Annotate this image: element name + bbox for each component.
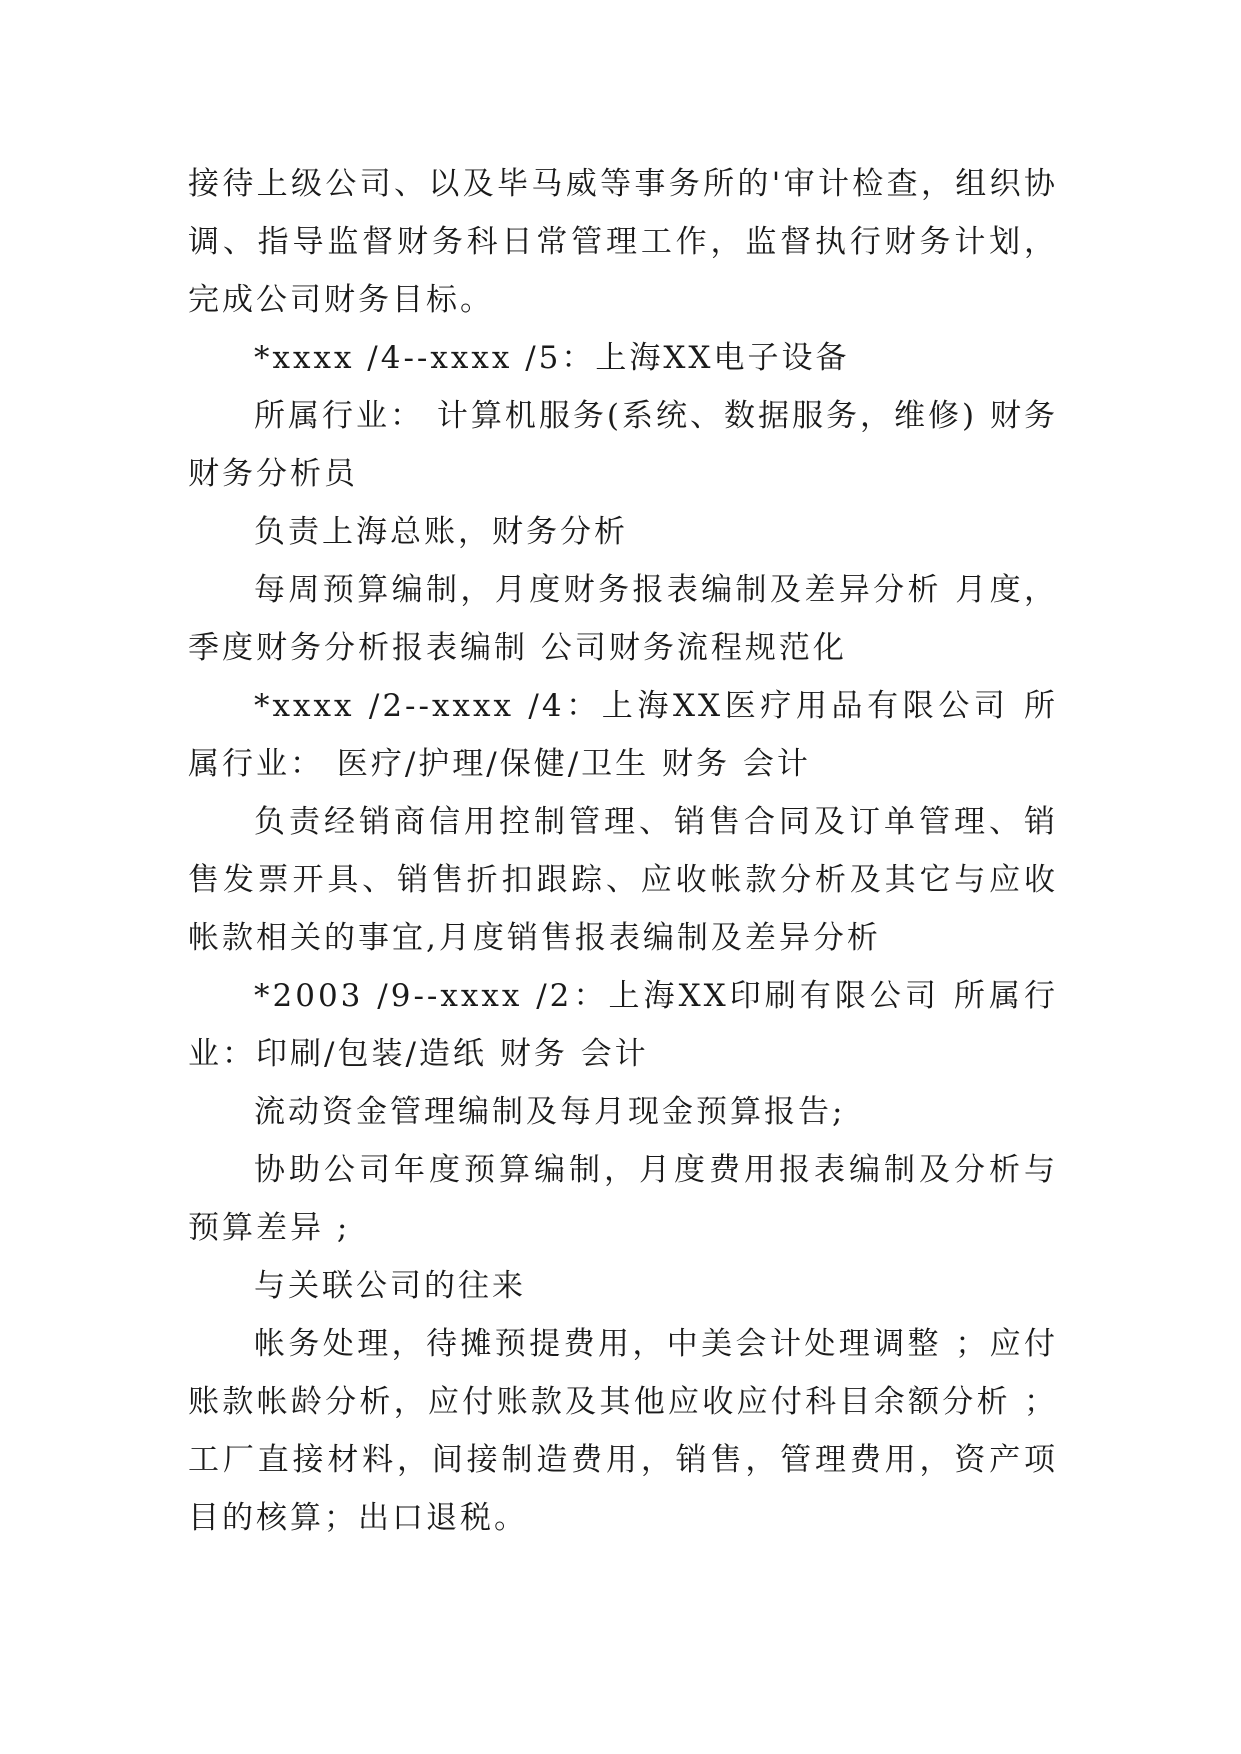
document-body bbox=[188, 155, 1058, 1547]
paragraph-budget-reporting: 每周预算编制，月度财务报表编制及差异分析 月度，季度财务分析报表编制 公司财务流程规范化 bbox=[188, 572, 1058, 666]
paragraph-cash-budget: 流动资金管理编制及每月现金预算报告; bbox=[254, 1094, 846, 1130]
paragraph-job-electronics: *xxxx /4--xxxx /5：上海XX电子设备 bbox=[254, 340, 850, 376]
paragraph-audit-duties: 接待上级公司、以及毕马威等事务所的'审计检查，组织协调、指导监督财务科日常管理工作，监督执行财务计划，完成公司财务目标。 bbox=[188, 166, 1058, 318]
paragraph-annual-budget: 协助公司年度预算编制，月度费用报表编制及分析与预算差异 ; bbox=[188, 1152, 1058, 1246]
paragraph-industry-computer-services: 所属行业： 计算机服务(系统、数据服务，维修) 财务 财务分析员 bbox=[188, 398, 1058, 492]
paragraph-job-printing: *2003 /9--xxxx /2：上海XX印刷有限公司 所属行业：印刷/包装/造纸 财务 会计 bbox=[188, 978, 1058, 1072]
paragraph-ledger-duty: 负责上海总账，财务分析 bbox=[254, 514, 628, 550]
paragraph-job-medical: *xxxx /2--xxxx /4：上海XX医疗用品有限公司 所属行业： 医疗/护理/保健/卫生 财务 会计 bbox=[188, 688, 1058, 782]
paragraph-accounting-processing: 帐务处理，待摊预提费用，中美会计处理调整 ；应付账款帐龄分析，应付账款及其他应收应付科目余额分析 ；工厂直接材料，间接制造费用，销售，管理费用，资产项目的核算；出口退税。 bbox=[188, 1326, 1058, 1536]
paragraph-affiliates: 与关联公司的往来 bbox=[254, 1268, 526, 1304]
paragraph-credit-control: 负责经销商信用控制管理、销售合同及订单管理、销售发票开具、销售折扣跟踪、应收帐款分析及其它与应收帐款相关的事宜,月度销售报表编制及差异分析 bbox=[188, 804, 1058, 956]
